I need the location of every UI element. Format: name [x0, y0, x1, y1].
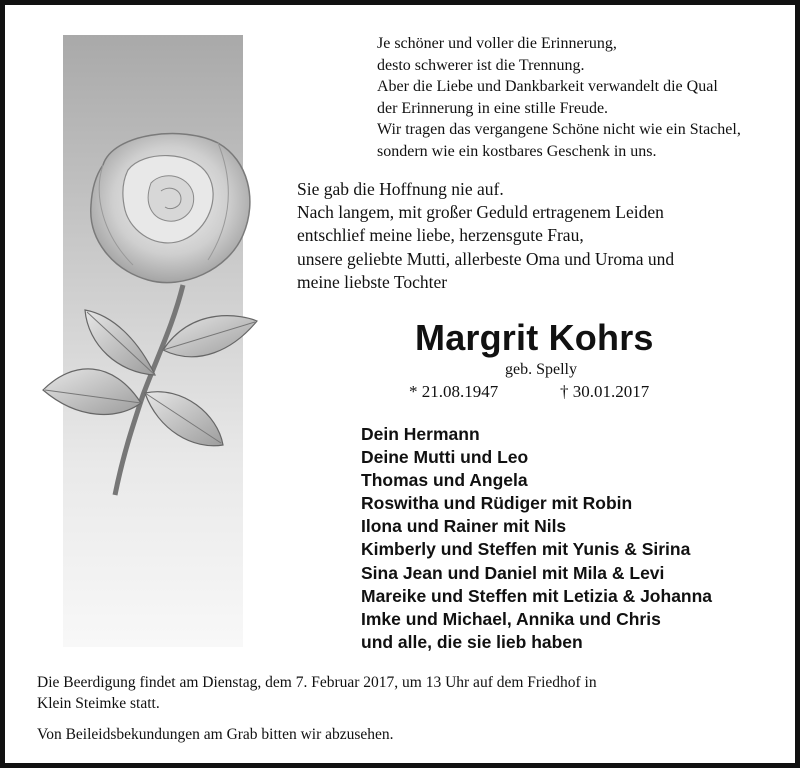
intro-line: unsere geliebte Mutti, allerbeste Oma und Uroma und [297, 248, 675, 269]
maiden-name: geb. Spelly [505, 361, 577, 378]
intro-line: Nach langem, mit großer Geduld ertragenem Leiden [297, 202, 664, 223]
poem [377, 33, 797, 163]
funeral-line: Klein Steimke statt. [37, 695, 160, 712]
intro-line: meine liebste Tochter [297, 271, 448, 292]
condolence-note: Von Beileidsbekundungen am Grab bitten wir abzusehen. [37, 726, 394, 743]
family-line: Imke und Michael, Annika und Chris [361, 608, 661, 629]
poem-line: desto schwerer ist die Trennung. [377, 56, 585, 74]
poem-line: der Erinnerung in eine stille Freude. [377, 99, 609, 117]
intro-text [297, 178, 797, 294]
family-line: Sina Jean und Daniel mit Mila & Levi [361, 562, 665, 583]
family-line: Roswitha und Rüdiger mit Robin [361, 493, 633, 514]
death-date: † 30.01.2017 [560, 382, 650, 401]
birth-date: * 21.08.1947 [409, 382, 499, 401]
poem-line: Je schöner und voller die Erinnerung, [377, 35, 617, 52]
poem-line: Aber die Liebe und Dankbarkeit verwandelt die Qual [377, 78, 718, 96]
deceased-name: Margrit Kohrs [415, 317, 654, 358]
family-line: Kimberly und Steffen mit Yunis & Sirina [361, 539, 691, 560]
family-line: Ilona und Rainer mit Nils [361, 516, 567, 537]
family-line: Thomas und Angela [361, 470, 528, 491]
family-line: und alle, die sie lieb haben [361, 631, 583, 652]
poem-line: sondern wie ein kostbares Geschenk in uns. [377, 142, 657, 160]
intro-line: entschlief meine liebe, herzensgute Frau, [297, 225, 584, 246]
family-line: Deine Mutti und Leo [361, 447, 529, 468]
family-list [361, 423, 712, 654]
poem-line: Wir tragen das vergangene Schöne nicht wie ein Stachel, [377, 121, 741, 139]
funeral-line: Die Beerdigung findet am Dienstag, dem 7. Februar 2017, um 13 Uhr auf dem Friedhof in [37, 674, 597, 691]
family-line: Dein Hermann [361, 424, 480, 444]
intro-line: Sie gab die Hoffnung nie auf. [297, 179, 504, 199]
funeral-info [37, 672, 737, 714]
rose-icon [33, 125, 281, 505]
family-line: Mareike und Steffen mit Letizia & Johanna [361, 585, 713, 606]
